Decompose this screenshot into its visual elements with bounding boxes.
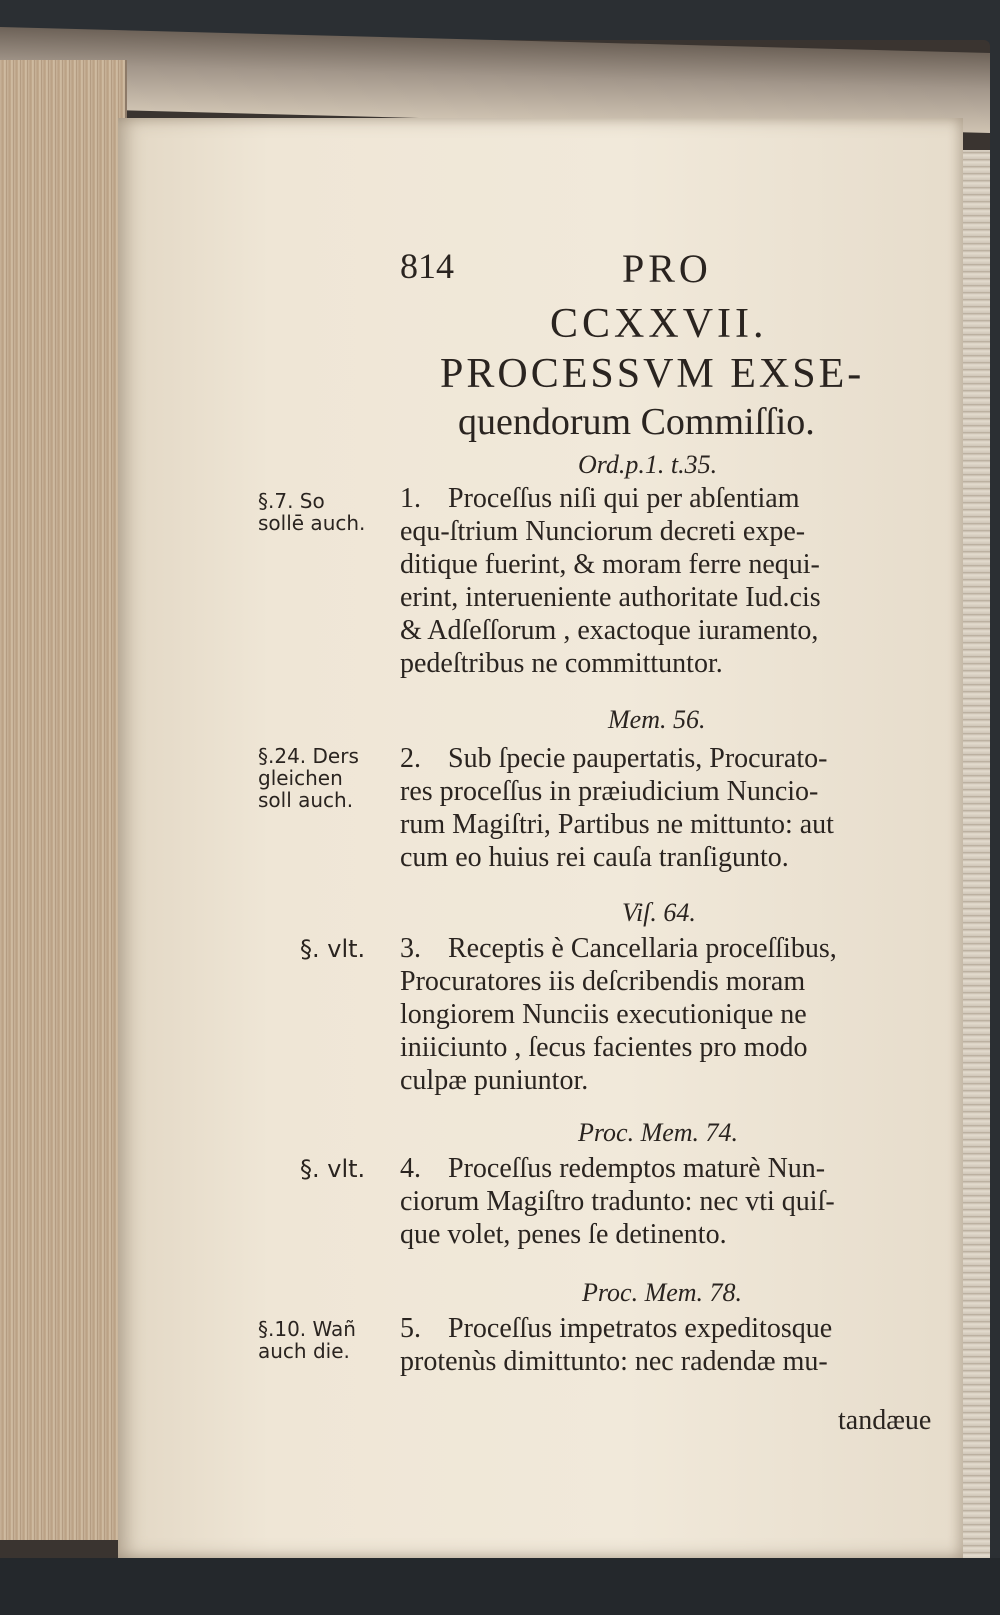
entry-line: Proceſſus niſi qui per abſentiam xyxy=(448,483,800,514)
margin-note: §.7. So sollē auch. xyxy=(258,489,366,535)
entry-line: Proceſſus redemptos maturè Nun- xyxy=(448,1153,826,1184)
entry-reference: Mem. 56. xyxy=(608,705,706,734)
entry-line: Proceſſus impetratos expeditosque xyxy=(448,1313,833,1344)
catchword: tandæue xyxy=(838,1405,932,1436)
entry-paragraph xyxy=(400,1312,945,1378)
entry-line: ditique fuerint, & moram ferre nequi- xyxy=(400,549,820,580)
margin-note: §.24. Ders gleichen soll auch. xyxy=(258,744,359,812)
facing-page-edge xyxy=(963,150,990,1580)
entry-paragraph xyxy=(400,482,945,680)
entry-number: 2. xyxy=(400,743,421,774)
entry-line: rum Magiſtri, Partibus ne mittunto: aut xyxy=(400,809,834,840)
entry-line: equ-ſtrium Nunciorum decreti expe- xyxy=(400,516,806,547)
table-surface xyxy=(0,1558,1000,1615)
entry-line: pedeſtribus ne committuntor. xyxy=(400,648,723,679)
entry-line: res proceſſus in præiudicium Nuncio- xyxy=(400,776,819,807)
margin-note: §. vlt. xyxy=(300,1155,366,1183)
entry-reference: Ord.p.1. t.35. xyxy=(578,450,718,479)
entry-paragraph xyxy=(400,932,945,1097)
running-head: PRO xyxy=(622,246,712,291)
margin-note: §.10. Wañ auch die. xyxy=(258,1317,356,1363)
entry-line: Receptis è Cancellaria proceſſibus, xyxy=(448,933,837,964)
margin-note: §. vlt. xyxy=(300,935,366,963)
entry-line: & Adſeſſorum , exactoque iuramento, xyxy=(400,615,819,646)
entry-line: longiorem Nunciis executionique ne xyxy=(400,999,807,1030)
chapter-number: CCXXVII. xyxy=(550,301,768,347)
entry-line: Procuratores iis deſcribendis moram xyxy=(400,966,806,997)
entry-reference: Proc. Mem. 74. xyxy=(578,1118,739,1147)
entry-line: iniiciunto , ſecus facientes pro modo xyxy=(400,1032,808,1063)
entry-line: que volet, penes ſe detinento. xyxy=(400,1219,727,1250)
entry-number: 1. xyxy=(400,483,421,514)
page-number: 814 xyxy=(400,246,454,286)
chapter-subtitle: quendorum Commiſſio. xyxy=(458,401,815,443)
entry-reference: Proc. Mem. 78. xyxy=(582,1278,743,1307)
entry-line: protenùs dimittunto: nec radendæ mu- xyxy=(400,1346,828,1377)
entry-line: cum eo huius rei cauſa tranſigunto. xyxy=(400,842,789,873)
entry-paragraph xyxy=(400,742,945,874)
entry-paragraph xyxy=(400,1152,945,1251)
chapter-title: PROCESSVM EXSE- xyxy=(440,351,865,397)
entry-number: 4. xyxy=(400,1153,421,1184)
entry-reference: Viſ. 64. xyxy=(622,898,696,927)
entry-line: ciorum Magiſtro tradunto: nec vti quiſ- xyxy=(400,1186,835,1217)
page-stack-edges xyxy=(0,60,127,1540)
entry-number: 3. xyxy=(400,933,421,964)
entry-line: erint, interueniente authoritate Iud.cis xyxy=(400,582,821,613)
entry-line: culpæ puniuntor. xyxy=(400,1065,589,1096)
entry-number: 5. xyxy=(400,1313,421,1344)
entry-line: Sub ſpecie paupertatis, Procurato- xyxy=(448,743,828,774)
